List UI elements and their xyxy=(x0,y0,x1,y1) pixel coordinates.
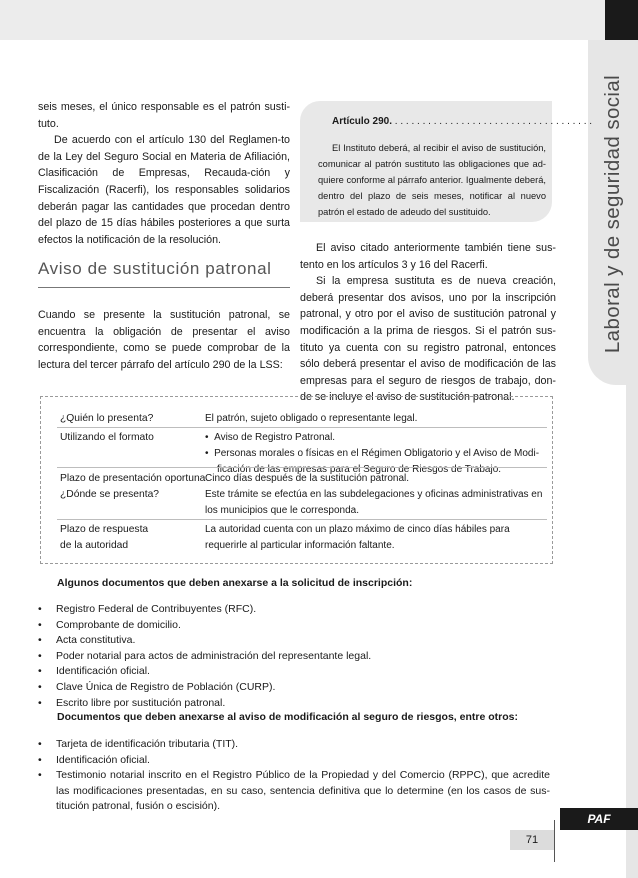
section-title-vertical xyxy=(588,40,638,385)
list-item: • Acta constitutiva. xyxy=(38,634,136,647)
right-margin-bar xyxy=(626,385,638,878)
table-row-label: ¿Dónde se presenta? xyxy=(60,489,160,500)
paragraph: De acuerdo con el artículo 130 del Reglamen-to de la Ley del Seguro Social en Materia de Afiliación, Clasificación de Empresas, Recauda-ción y Fiscalización (Racerfi), los responsables solidarios deberán pagar las cantidades que procedan dentro del plazo de 15 días hábiles posteriores a que surta efectos la notificación de la resolución. xyxy=(38,134,290,246)
section-heading: Aviso de sustitución patronal xyxy=(38,259,272,278)
left-column-text-2 xyxy=(38,307,290,373)
paragraph: seis meses, el único responsable es el patrón susti-tuto. xyxy=(38,101,290,130)
page-number-rule xyxy=(554,820,555,862)
table-row-label: Plazo de respuesta de la autoridad xyxy=(60,524,149,551)
table-bullet-item: • Personas morales o físicas en el Régimen Obligatorio y el Aviso de Modi-ficación de las empresas para el Seguro de Riesgos de Trabajo. xyxy=(205,448,540,475)
list-item: • Escrito libre por sustitución patronal. xyxy=(38,696,226,709)
list-item: • Tarjeta de identificación tributaria (TIT). xyxy=(38,738,239,750)
paragraph: Si la empresa sustituta es de nueva creación, deberá presentar dos avisos, uno por la inscripción patronal, y otro por el aviso de sustitución patronal y modificación a la prima de riesgos. Si el patrón sus-tituto ya cuenta con su registro patronal, entonces sólo deberá presentar el aviso de modificación de las empresas para el seguro de riesgos de trabajo, don-de se incluye el aviso de sustitución patronal. xyxy=(300,275,556,404)
list-item: • Identificación oficial. xyxy=(38,753,150,766)
article-body xyxy=(318,140,546,220)
section-title-text: Laboral y de seguridad social xyxy=(601,74,624,354)
table-divider xyxy=(57,427,547,428)
list-item: • Poder notarial para actos de administración del representante legal. xyxy=(38,649,372,662)
list-item: • Identificación oficial. xyxy=(38,665,150,678)
heading-rule xyxy=(38,287,290,288)
table-row-value: El patrón, sujeto obligado o representante legal. xyxy=(205,413,418,424)
table-bullet-item: • Aviso de Registro Patronal. xyxy=(205,432,336,443)
paragraph: Cuando se presente la sustitución patronal, se encuentra la obligación de presentar el aviso correspondiente, como se puede comprobar de la lectura del tercer párrafo del artículo 290 de la LSS: xyxy=(38,309,290,371)
list-item: • Comprobante de domicilio. xyxy=(38,618,181,631)
list-item: • Testimonio notarial inscrito en el Registro Público de la Propiedad y del Comercio (RPPC), que acredite las modificaciones presentadas, en su caso, sentencia definitiva que lo determine (en los casos de sus-titución patronal, fusión o escisión). xyxy=(38,769,550,813)
article-text: El Instituto deberá, al recibir el aviso de sustitución, comunicar al patrón sustituto las obligaciones que ad-quiere conforme al párrafo anterior. Igualmente deberá, dentro del plazo de seis meses, notificar al nuevo patrón el estado de adeudo del sustituido. xyxy=(318,143,546,217)
documents-list xyxy=(38,737,550,815)
brand-logo: PAF xyxy=(560,808,638,830)
documents-heading: Documentos que deben anexarse al aviso de modificación al seguro de riesgos, entre otros: xyxy=(57,711,518,723)
list-item: • Registro Federal de Contribuyentes (RFC). xyxy=(38,603,257,615)
table-row-label: Utilizando el formato xyxy=(60,432,154,443)
documents-list xyxy=(38,602,550,711)
table-row-value: La autoridad cuenta con un plazo máximo de cinco días hábiles para requerirle al particular información faltante. xyxy=(205,524,510,551)
header-band xyxy=(0,0,605,40)
page-number: 71 xyxy=(510,830,554,850)
table-row-value: Cinco días después de la sustitución patronal. xyxy=(205,473,410,484)
paragraph: El aviso citado anteriormente también tiene sus-tento en los artículos 3 y 16 del Racerfi. xyxy=(300,242,556,271)
list-item: • Clave Única de Registro de Población (CURP). xyxy=(38,680,276,693)
table-divider xyxy=(57,519,547,520)
table-row-value: Este trámite se efectúa en las subdelegaciones y oficinas administrativas en los municipios que le corresponda. xyxy=(205,489,543,516)
table-row-label: ¿Quién lo presenta? xyxy=(60,413,154,424)
table-divider xyxy=(57,467,547,468)
right-column-text xyxy=(300,240,556,406)
article-title: Artículo 290. . . . . . . . . . . . . . . . . . . . . . . . . . . . . . . . . . . . . xyxy=(332,116,593,127)
header-corner-block xyxy=(605,0,638,40)
table-row-label: Plazo de presentación oportuna xyxy=(60,473,206,484)
leader-dots: . . . . . . . . . . . . . . . . . . . . . . . . . . . . . . . . . . . . xyxy=(392,116,593,127)
documents-heading: Algunos documentos que deben anexarse a la solicitud de inscripción: xyxy=(57,577,413,589)
left-column-text xyxy=(38,99,290,248)
